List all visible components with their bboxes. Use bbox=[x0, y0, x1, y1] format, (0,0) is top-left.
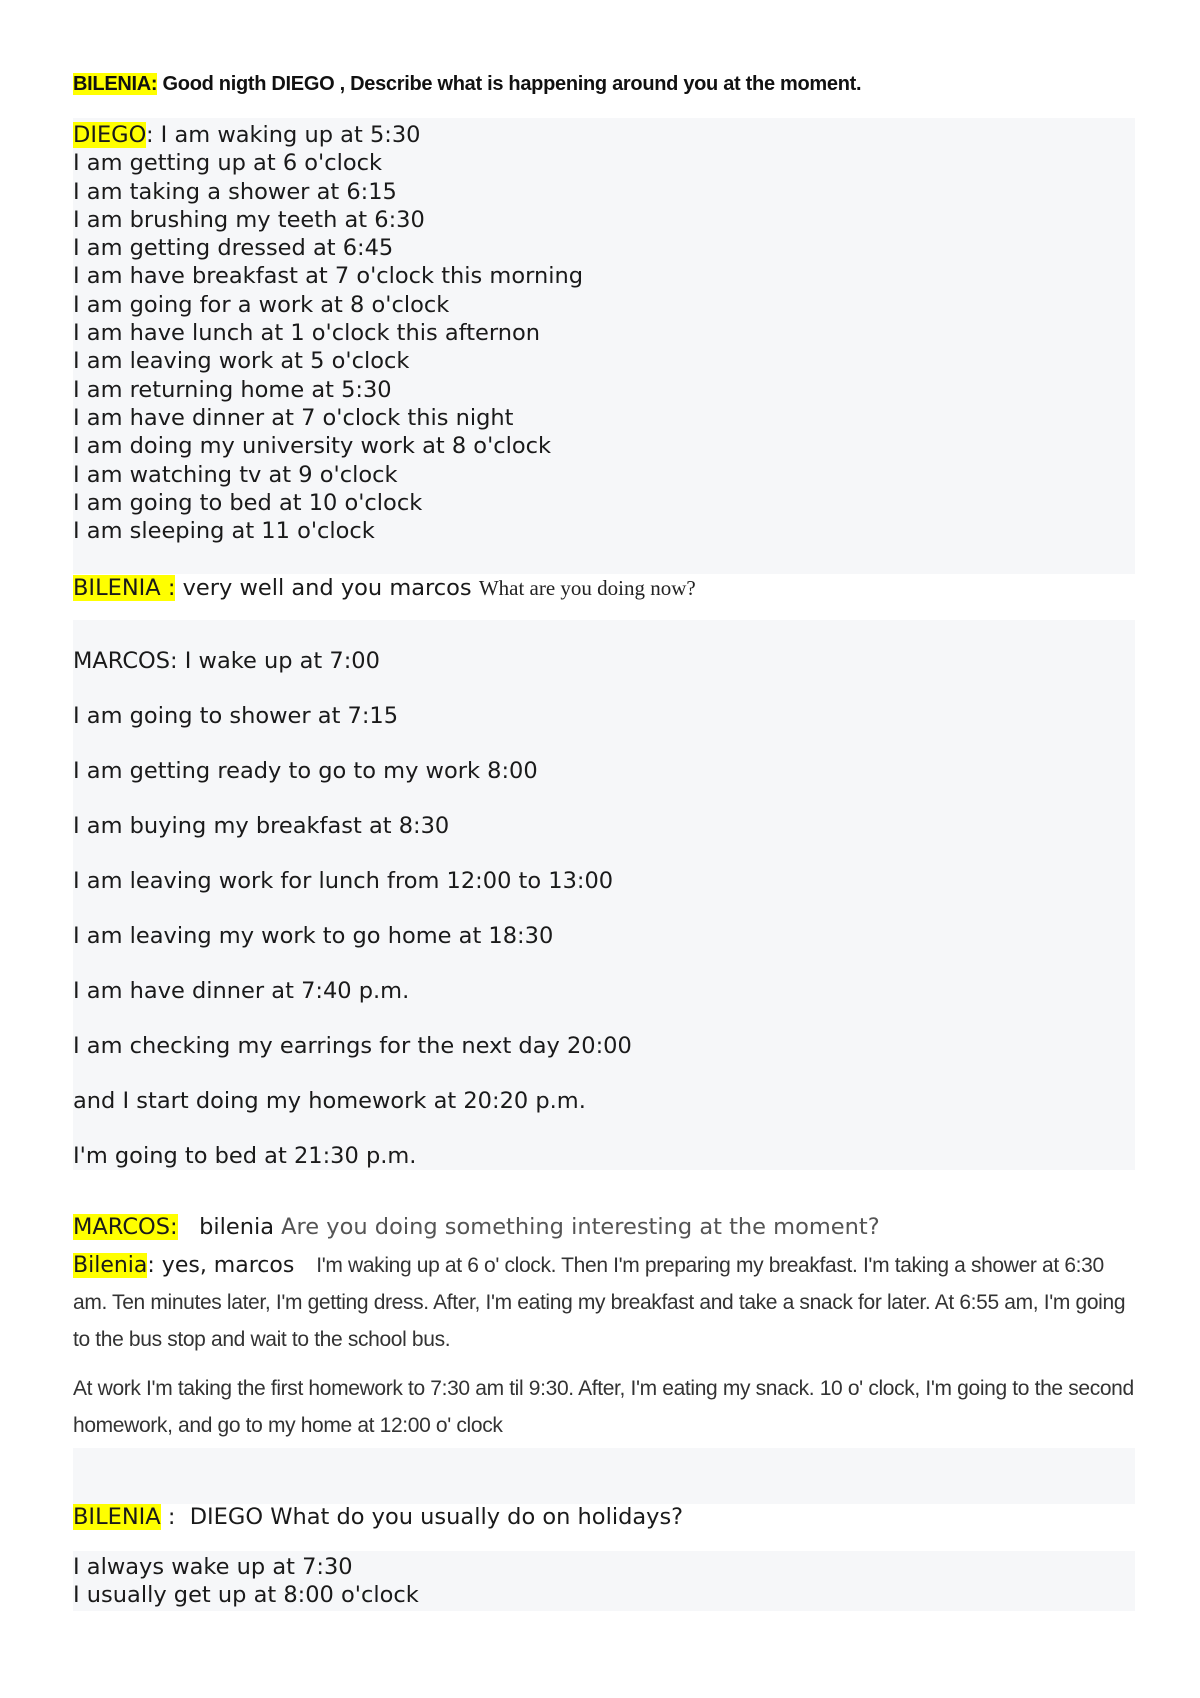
marcos-answer-lines bbox=[73, 646, 632, 1196]
dialogue-line: I am watching tv at 9 o'clock bbox=[73, 461, 398, 488]
dialogue-line: I am getting up at 6 o'clock bbox=[73, 150, 383, 177]
question-text: What are you doing now? bbox=[478, 576, 696, 600]
intro-text: Good nigth DIEGO , Describe what is happening around you at the moment. bbox=[157, 73, 862, 95]
dialogue-line: I am going to shower at 7:15 bbox=[73, 703, 399, 729]
question-text: Are you doing something interesting at the moment? bbox=[281, 1214, 880, 1240]
dialogue-line: I am taking a shower at 6:15 bbox=[73, 178, 397, 205]
dialogue-line: MARCOS: I wake up at 7:00 bbox=[73, 648, 380, 674]
dialogue-line: DIEGO: I am waking up at 5:30 bbox=[73, 122, 421, 148]
answer-text: I'm waking up at 6 o' clock. Then I'm preparing my breakfast. I'm taking a shower at 6:30 am. Ten minutes later, I'm getting dress. After, I'm eating my breakfast and take a snack for later. At 6:55 am, I'm going to the bus stop and wait to the school bus. bbox=[73, 1254, 1126, 1351]
dialogue-line: I am returning home at 5:30 bbox=[73, 376, 392, 403]
bilenia-line-2: BILENIA : very well and you marcos What are you doing now? bbox=[73, 575, 696, 601]
dialogue-line: I am getting ready to go to my work 8:00 bbox=[73, 758, 538, 784]
marcos-question-line: MARCOS: bilenia Are you doing something interesting at the moment? bbox=[73, 1214, 880, 1240]
bilenia-holiday-question: BILENIA : DIEGO What do you usually do on holidays? bbox=[73, 1504, 684, 1530]
dialogue-line: I am buying my breakfast at 8:30 bbox=[73, 813, 450, 839]
dialogue-line: I'm going to bed at 21:30 p.m. bbox=[73, 1143, 417, 1169]
speaker-bilenia: BILENIA bbox=[73, 1504, 161, 1530]
dialogue-line: I am doing my university work at 8 o'clock bbox=[73, 433, 552, 460]
speaker-diego: DIEGO bbox=[73, 122, 146, 148]
intro-line bbox=[73, 73, 861, 96]
dialogue-line: I am leaving my work to go home at 18:30 bbox=[73, 923, 554, 949]
holiday-answer-lines bbox=[73, 1553, 419, 1610]
bilenia-answer-paragraph-2: At work I'm taking the first homework to 7:30 am til 9:30. After, I'm eating my snack. 10 o' clock, I'm going to the second homework, and go to my home at 12:00 o' clock bbox=[73, 1377, 1134, 1437]
dialogue-line: and I start doing my homework at 20:20 p.m. bbox=[73, 1088, 586, 1114]
dialogue-line: I am have dinner at 7:40 p.m. bbox=[73, 978, 410, 1004]
speaker-bilenia: BILENIA : bbox=[73, 575, 176, 601]
dialogue-line: I am have lunch at 1 o'clock this afternon bbox=[73, 320, 541, 347]
dialogue-line: I am leaving work for lunch from 12:00 to 13:00 bbox=[73, 868, 614, 894]
speaker-bilenia: Bilenia bbox=[73, 1253, 148, 1278]
dialogue-line: I always wake up at 7:30 bbox=[73, 1554, 353, 1580]
bilenia-answer-paragraph: Bilenia: yes, marcos I'm waking up at 6 o' clock. Then I'm preparing my breakfast. I'm taking a shower at 6:30 am. Ten minutes later, I'm getting dress. After, I'm eating my breakfast and take a snack for later. At 6:55 am, I'm going to the bus stop and wait to the school bus. bbox=[73, 1253, 1126, 1351]
speaker-marcos: MARCOS: bbox=[73, 1214, 178, 1240]
dialogue-line: I am leaving work at 5 o'clock bbox=[73, 348, 410, 375]
dialogue-line: I am checking my earrings for the next day 20:00 bbox=[73, 1033, 632, 1059]
speaker-bilenia: BILENIA: bbox=[73, 73, 158, 95]
dialogue-line: I am getting dressed at 6:45 bbox=[73, 235, 394, 262]
empty-block bbox=[73, 1448, 1135, 1504]
dialogue-line: I am have dinner at 7 o'clock this night bbox=[73, 404, 514, 431]
diego-answer-lines bbox=[73, 121, 583, 545]
dialogue-line: I am sleeping at 11 o'clock bbox=[73, 518, 375, 545]
dialogue-line: I am going for a work at 8 o'clock bbox=[73, 291, 450, 318]
dialogue-line: I usually get up at 8:00 o'clock bbox=[73, 1582, 419, 1609]
dialogue-line: I am going to bed at 10 o'clock bbox=[73, 489, 423, 516]
dialogue-line: I am brushing my teeth at 6:30 bbox=[73, 206, 425, 233]
dialogue-line: I am have breakfast at 7 o'clock this morning bbox=[73, 263, 584, 290]
